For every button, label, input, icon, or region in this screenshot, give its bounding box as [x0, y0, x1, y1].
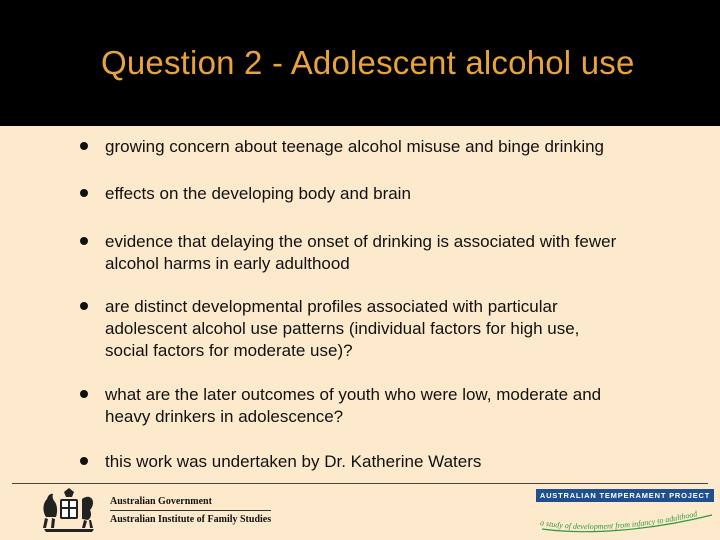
government-logo	[38, 487, 288, 533]
bullet-text: this work was undertaken by Dr. Katherine Waters	[105, 452, 482, 471]
gov-line-1: Australian Government	[110, 496, 212, 507]
bullet-text: are distinct developmental profiles associated with particular adolescent alcohol use patterns (individual factors for high use, social factors for moderate use)?	[105, 297, 580, 360]
bullet-dot-icon	[80, 142, 88, 150]
atp-tagline: a study of development from infancy to adulthood	[539, 509, 698, 532]
bullet-text: effects on the developing body and brain	[105, 184, 411, 203]
atp-logo-icon	[536, 503, 714, 535]
gov-line-2: Australian Institute of Family Studies	[110, 510, 271, 526]
government-logo-text	[110, 495, 271, 526]
atp-title: AUSTRALIAN TEMPERAMENT PROJECT	[536, 489, 714, 502]
slide-title: Question 2 - Adolescent alcohol use	[101, 44, 635, 81]
bullet-dot-icon	[80, 390, 88, 398]
bullet-dot-icon	[80, 189, 88, 197]
coat-of-arms-icon	[38, 487, 100, 533]
bullet-text: evidence that delaying the onset of drinking is associated with fewer alcohol harms in early adulthood	[105, 232, 617, 273]
bullet-dot-icon	[80, 457, 88, 465]
bullet-dot-icon	[80, 237, 88, 245]
bullet-text: what are the later outcomes of youth who were low, moderate and heavy drinkers in adolescence?	[105, 385, 602, 426]
title-bar	[0, 0, 720, 126]
bullet-text: growing concern about teenage alcohol misuse and binge drinking	[105, 137, 605, 156]
atp-logo	[536, 489, 714, 535]
footer-divider	[12, 483, 708, 484]
bullet-dot-icon	[80, 302, 88, 310]
svg-text:a study of development from in	[540, 509, 699, 531]
